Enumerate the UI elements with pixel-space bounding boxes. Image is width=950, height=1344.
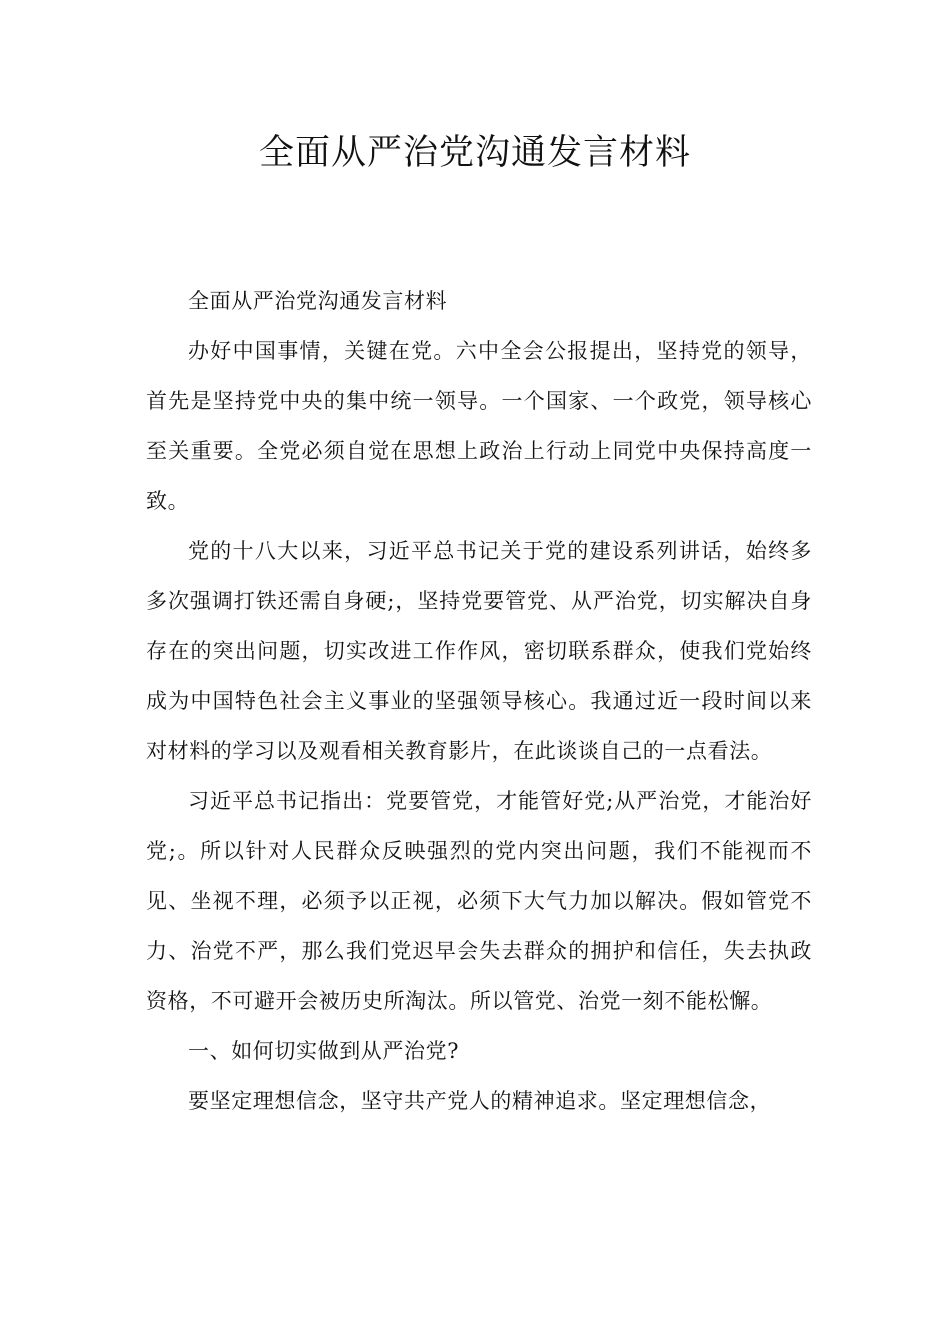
paragraph: 办好中国事情，关键在党。六中全会公报提出，坚持党的领导，首先是坚持党中央的集中统一领导。一个国家、一个政党，领导核心至关重要。全党必须自觉在思想上政治上行动上同党中央保持高度一致。 [146, 339, 812, 513]
document-body [146, 276, 812, 1126]
paragraph: 党的十八大以来，习近平总书记关于党的建设系列讲话，始终多多次强调打铁还需自身硬;，坚持党要管党、从严治党，切实解决自身存在的突出问题，切实改进工作作风，密切联系群众，使我们党始终成为中国特色社会主义事业的坚强领导核心。我通过近一段时间以来对材料的学习以及观看相关教育影片，在此谈谈自己的一点看法。 [146, 539, 812, 763]
paragraph-subtitle: 全面从严治党沟通发言材料 [188, 289, 448, 313]
paragraph: 习近平总书记指出：党要管党，才能管好党;从严治党，才能治好党;。所以针对人民群众反映强烈的党内突出问题，我们不能视而不见、坐视不理，必须予以正视，必须下大气力加以解决。假如管党不力、治党不严，那么我们党迟早会失去群众的拥护和信任，失去执政资格，不可避开会被历史所淘汰。所以管党、治党一刻不能松懈。 [146, 789, 812, 1013]
document-title: 全面从严治党沟通发言材料 [258, 133, 691, 173]
section-heading: 一、如何切实做到从严治党? [188, 1039, 460, 1063]
paragraph: 要坚定理想信念，坚守共产党人的精神追求。坚定理想信念， [188, 1089, 772, 1113]
